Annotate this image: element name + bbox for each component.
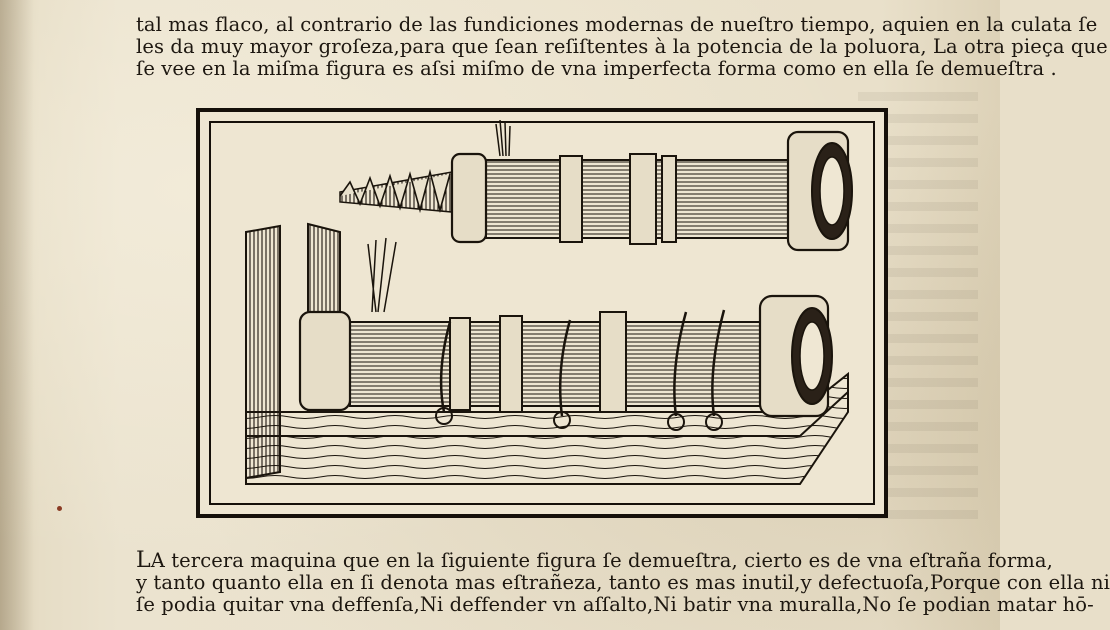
paragraph-line-2: y tanto quanto ella en ſi denota mas eſtrañeza, tanto es mas inutil,y defectuoſa,Porque con ella ni [136,571,1110,594]
upper-cannon [340,120,852,250]
lower-cannon [300,238,832,430]
cannons-drawing [200,112,884,514]
text-line-2: les da muy mayor groſeza,para que ſean reſiſtentes à la potencia de la poluora, La otra pieça que [136,35,1108,58]
text-line-3: ſe vee en la miſma figura es aſsi miſmo de vna imperfecta forma como en ella ſe demueſtra . [136,57,1057,80]
ink-spot [57,506,62,511]
gutter-shadow [0,0,34,630]
drop-capital: L [136,548,151,573]
woodcut-illustration [196,108,888,518]
paragraph-first-line [136,548,1053,573]
paragraph-line-3: ſe podia quitar vna deffenſa,Ni deffender vn aſſalto,Ni batir vna muralla,No ſe podian matar hō- [136,593,1094,616]
paragraph-first-line-text: A tercera maquina que en la ſiguiente figura ſe demueſtra, cierto es de vna eſtraña forma, [150,549,1053,572]
text-line-1: tal mas flaco, al contrario de las fundiciones modernas de nueſtro tiempo, aquien en la culata ſe [136,13,1098,36]
